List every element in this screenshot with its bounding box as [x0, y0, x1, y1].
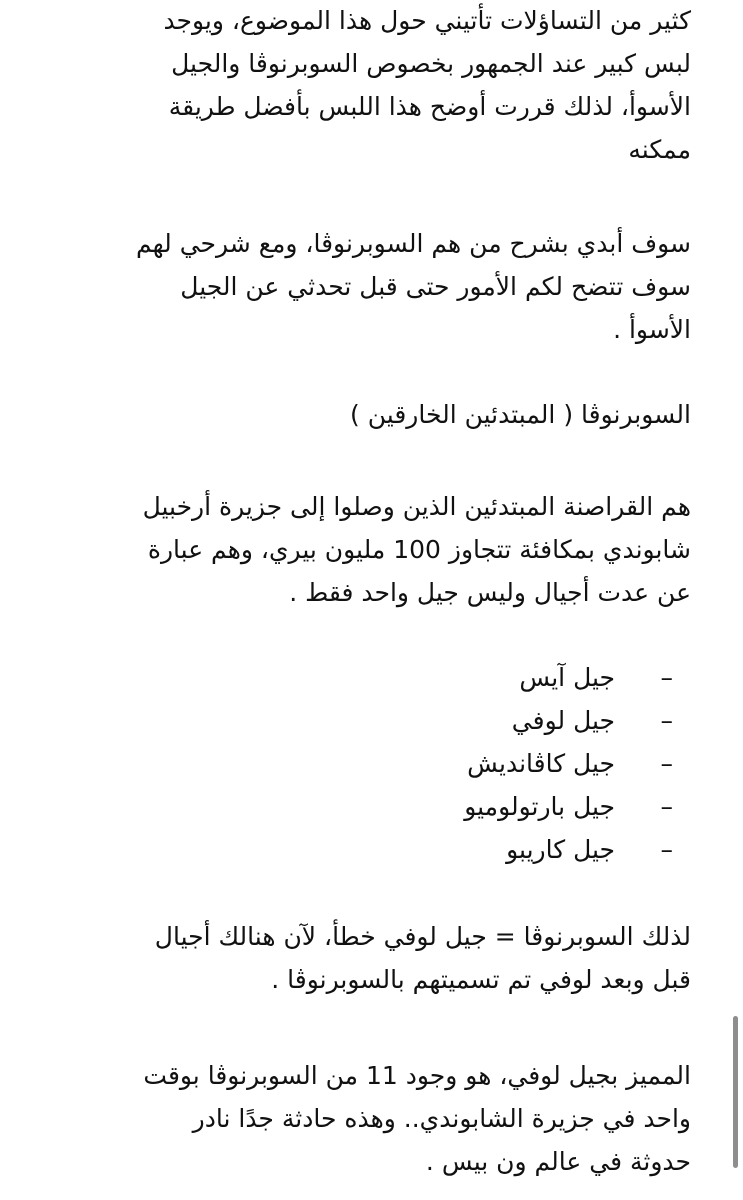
- list-item: [253, 828, 673, 871]
- conclusion-paragraph: [31, 1054, 691, 1183]
- text-line: الأسوأ، لذلك قررت أوضح هذا اللبس بأفضل طريقة: [168, 92, 691, 121]
- text-line: قبل وبعد لوفي تم تسميتهم بالسوبرنوڤا .: [271, 965, 691, 994]
- intro-paragraph: [31, 0, 691, 171]
- text-line: لذلك السوبرنوڤا = جيل لوفي خطأ، لآن هنالك أجيال: [154, 922, 691, 951]
- list-item: [253, 699, 673, 742]
- list-item: [253, 742, 673, 785]
- clarification-paragraph: [31, 915, 691, 1001]
- dash-bullet: –: [660, 749, 673, 778]
- text-line: الأسوأ .: [613, 315, 691, 344]
- heading-text: السوبرنوڤا ( المبتدئين الخارقين ): [350, 400, 691, 429]
- explanation-paragraph: [31, 222, 691, 351]
- definition-paragraph: [31, 485, 691, 614]
- text-line: هم القراصنة المبتدئين الذين وصلوا إلى جزيرة أرخبيل: [142, 492, 691, 521]
- list-item-label: جيل كاريبو: [506, 835, 615, 864]
- dash-bullet: –: [660, 792, 673, 821]
- list-item: [253, 785, 673, 828]
- list-item: [253, 656, 673, 699]
- text-line: لبس كبير عند الجمهور بخصوص السوبرنوڤا والجيل: [171, 49, 691, 78]
- text-line: المميز بجيل لوفي، هو وجود 11 من السوبرنوڤا بوقت: [143, 1061, 691, 1090]
- list-item-label: جيل آيس: [519, 663, 615, 692]
- vertical-scrollbar[interactable]: [733, 1016, 738, 1168]
- dash-bullet: –: [660, 835, 673, 864]
- list-item-label: جيل كاڤانديش: [467, 749, 615, 778]
- text-line: كثير من التساؤلات تأتيني حول هذا الموضوع، ويوجد: [163, 6, 691, 35]
- text-line: عن عدت أجيال وليس جيل واحد فقط .: [289, 578, 691, 607]
- list-item-label: جيل لوفي: [511, 706, 615, 735]
- dash-bullet: –: [660, 706, 673, 735]
- list-item-label: جيل بارتولوميو: [464, 792, 615, 821]
- text-line: حدوثة في عالم ون بيس .: [425, 1147, 691, 1176]
- text-line: شابوندي بمكافئة تتجاوز 100 مليون بيري، وهم عبارة: [147, 535, 691, 564]
- text-line: واحد في جزيرة الشابوندي.. وهذه حادثة جدًا نادر: [192, 1104, 691, 1133]
- dash-bullet: –: [660, 663, 673, 692]
- text-line: سوف تتضح لكم الأمور حتى قبل تحدثي عن الجيل: [180, 272, 691, 301]
- text-line: ممكنه: [628, 135, 691, 164]
- section-heading: [31, 393, 691, 436]
- text-line: سوف أبدي بشرح من هم السوبرنوڤا، ومع شرحي لهم: [135, 229, 691, 258]
- generations-list: [253, 656, 673, 871]
